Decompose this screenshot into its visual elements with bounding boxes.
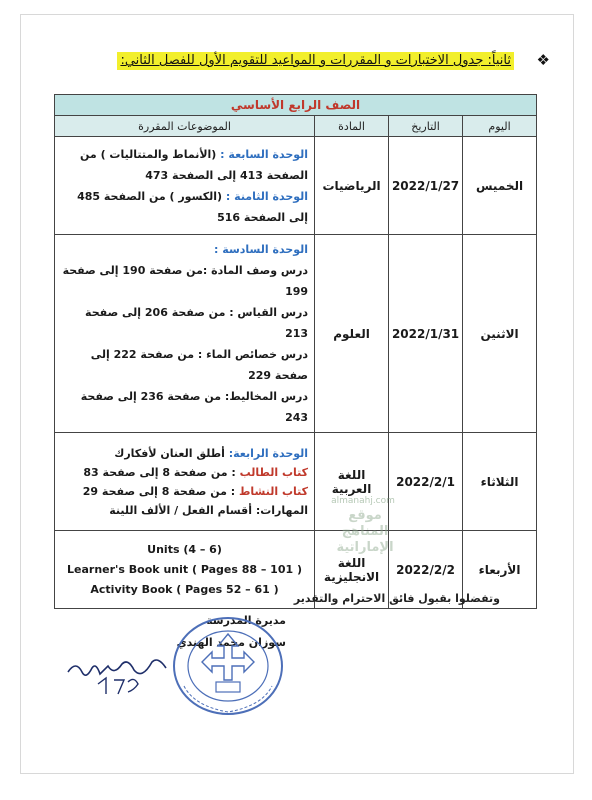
- principal-name: سوزان محمد الهندي: [176, 636, 286, 649]
- grade-title-row: [55, 95, 537, 116]
- topic-line: [61, 444, 308, 463]
- row-topics: [55, 137, 315, 235]
- handwritten-signature-icon: [62, 650, 182, 700]
- activity-book-text: : من صفحة 8 إلى صفحة 29: [82, 484, 239, 498]
- student-book-text: : من صفحة 8 إلى صفحة 83: [83, 465, 240, 479]
- row-day: الخميس: [463, 137, 537, 235]
- watermark-logo: [320, 508, 410, 556]
- table-row: [55, 137, 537, 235]
- lesson-line: درس القياس : من صفحة 206 إلى صفحة 213: [85, 306, 309, 340]
- english-line: Activity Book ( Pages 52 – 61 ): [90, 582, 279, 596]
- row-day: الثلاثاء: [463, 433, 537, 531]
- diamond-bullet-icon: ❖: [536, 51, 550, 69]
- topic-line: [61, 186, 308, 228]
- skills-line: المهارات: أقسام الفعل / الألف اللينة: [109, 503, 309, 517]
- unit-text: (الكسور ) من الصفحة 485 إلى الصفحة 516: [77, 189, 309, 224]
- subject-line: الانجليزية: [323, 569, 380, 584]
- row-date: 2022/2/2: [389, 531, 463, 609]
- topic-line: [61, 482, 308, 501]
- unit-label: الوحدة السابعة :: [220, 147, 309, 161]
- topic-line: [61, 144, 308, 186]
- principal-title: مديرة المدرسة: [206, 614, 286, 627]
- school-seal-icon: [170, 614, 286, 718]
- table-row: [55, 235, 537, 433]
- closing-text: وتفضلوا بقبول فائق الاحترام والتقدير: [293, 592, 500, 605]
- row-date: 2022/1/31: [389, 235, 463, 433]
- unit-label: الوحدة الثامنة :: [225, 189, 309, 203]
- header-day: اليوم: [463, 116, 537, 137]
- row-topics: [55, 235, 315, 433]
- lesson-line: درس وصف المادة :من صفحة 190 إلى صفحة 199: [62, 264, 309, 298]
- row-day: الاثنين: [463, 235, 537, 433]
- activity-book-label: كتاب النشاط: [239, 484, 309, 498]
- subject-line: اللغة: [337, 555, 366, 570]
- english-line: Units (4 – 6): [147, 542, 222, 556]
- lesson-line: درس المخاليط: من صفحة 236 إلى صفحة 243: [80, 390, 309, 424]
- row-date: 2022/1/27: [389, 137, 463, 235]
- unit-label: الوحدة السادسة :: [214, 243, 309, 256]
- student-book-label: كتاب الطالب: [239, 465, 309, 479]
- unit-text: أطلق العنان لأفكارك: [114, 446, 229, 460]
- lesson-line: درس خصائص الماء : من صفحة 222 إلى صفحة 229: [90, 348, 309, 382]
- table-row: [55, 433, 537, 531]
- header-subject: المادة: [315, 116, 389, 137]
- unit-text: (الأنماط والمتتاليات ) من الصفحة 413 إلى الصفحة 473: [80, 147, 309, 182]
- header-topics: الموضوعات المقررة: [55, 116, 315, 137]
- table-header-row: [55, 116, 537, 137]
- grade-title: الصف الرابع الأساسي: [55, 95, 537, 116]
- unit-label: الوحدة الرابعة:: [228, 446, 309, 460]
- section-heading-text: ثانياً: جدول الاختبارات و المقررات و المواعيد للتقويم الأول للفصل الثاني:: [117, 52, 514, 70]
- row-date: 2022/2/1: [389, 433, 463, 531]
- row-topics: [55, 433, 315, 531]
- exam-schedule-table: [54, 94, 537, 609]
- subject-line: العربية: [331, 481, 372, 496]
- watermark-logo-line: المناهج الإماراتية: [336, 524, 394, 555]
- row-subject: الرياضيات: [315, 137, 389, 235]
- topic-line: [61, 463, 308, 482]
- row-subject: العلوم: [315, 235, 389, 433]
- section-heading: [32, 38, 552, 78]
- watermark-url: almanahj.com: [331, 496, 395, 506]
- watermark-logo-line: موقع: [348, 508, 382, 523]
- row-day: الأربعاء: [463, 531, 537, 609]
- subject-line: اللغة: [337, 467, 366, 482]
- header-date: التاريخ: [389, 116, 463, 137]
- english-line: Learner's Book unit ( Pages 88 – 101 ): [67, 562, 303, 576]
